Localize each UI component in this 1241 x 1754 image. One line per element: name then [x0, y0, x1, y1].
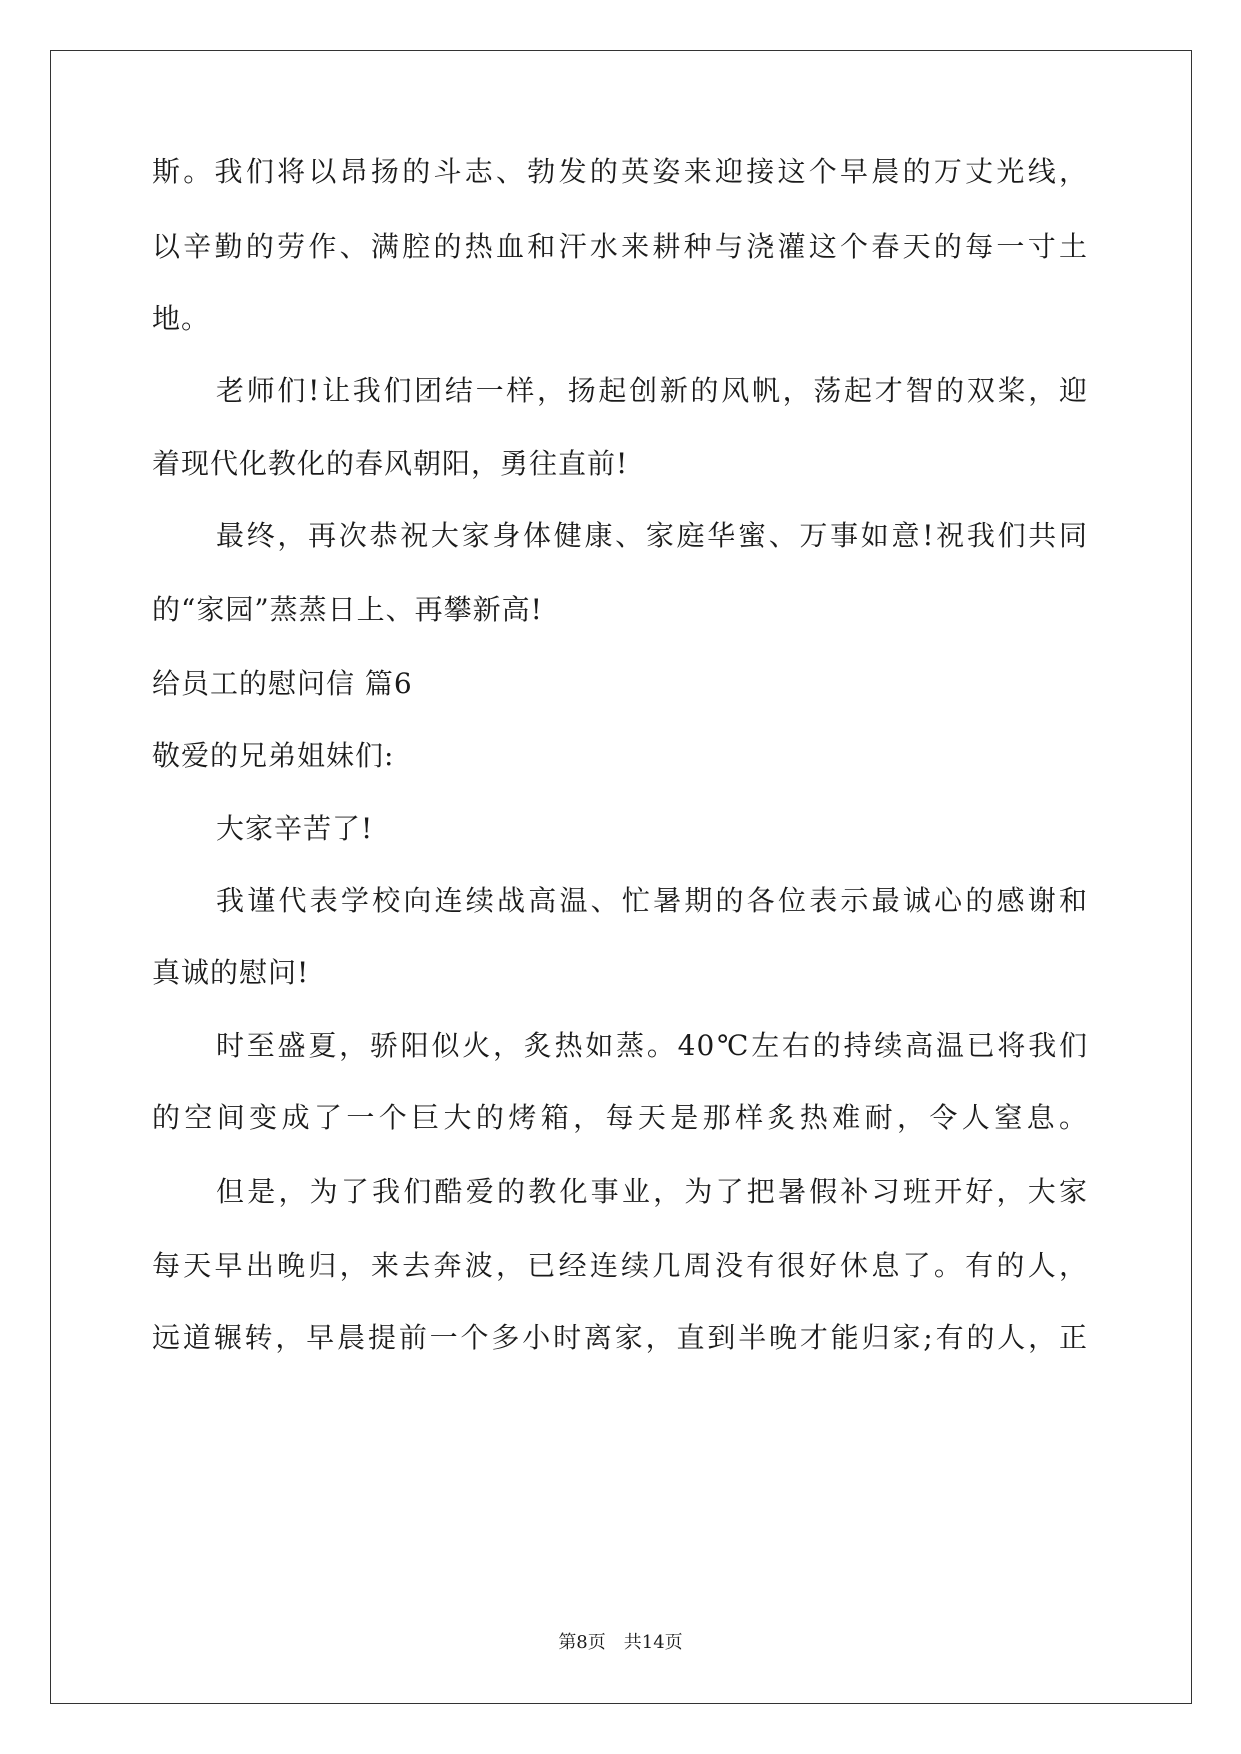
text-line: 斯。我们将以昂扬的斗志、勃发的英姿来迎接这个早晨的万丈光线， — [152, 155, 1088, 188]
text-line: 时至盛夏，骄阳似火，炙热如蒸。40℃左右的持续高温已将我们 — [216, 1029, 1088, 1062]
text-line: 最终，再次恭祝大家身体健康、家庭华蜜、万事如意!祝我们共同 — [216, 519, 1088, 552]
text-line: 以辛勤的劳作、满腔的热血和汗水来耕种与浇灌这个春天的每一寸土 — [152, 230, 1088, 263]
text-line: 但是，为了我们酷爱的教化事业，为了把暑假补习班开好，大家 — [216, 1175, 1088, 1208]
page-footer: 第8页 共14页 — [558, 1632, 683, 1653]
text-line: 的空间变成了一个巨大的烤箱，每天是那样炙热难耐，令人窒息。 — [152, 1101, 1088, 1134]
text-line: 每天早出晚归，来去奔波，已经连续几周没有很好休息了。有的人， — [152, 1249, 1088, 1282]
text-line: 远道辗转，早晨提前一个多小时离家，直到半晚才能归家;有的人，正 — [152, 1321, 1088, 1354]
text-line: 着现代化教化的春风朝阳，勇往直前! — [152, 447, 629, 480]
text-line: 的“家园”蒸蒸日上、再攀新高! — [152, 593, 543, 626]
salutation: 敬爱的兄弟姐妹们: — [152, 739, 395, 772]
page-border — [50, 50, 1192, 1704]
text-line: 地。 — [152, 302, 211, 335]
text-line: 大家辛苦了! — [216, 812, 374, 845]
text-line: 我谨代表学校向连续战高温、忙暑期的各位表示最诚心的感谢和 — [216, 884, 1088, 917]
section-heading: 给员工的慰问信 篇6 — [152, 667, 413, 700]
text-line: 真诚的慰问! — [152, 956, 310, 989]
text-line: 老师们!让我们团结一样，扬起创新的风帆，荡起才智的双桨，迎 — [216, 374, 1088, 407]
